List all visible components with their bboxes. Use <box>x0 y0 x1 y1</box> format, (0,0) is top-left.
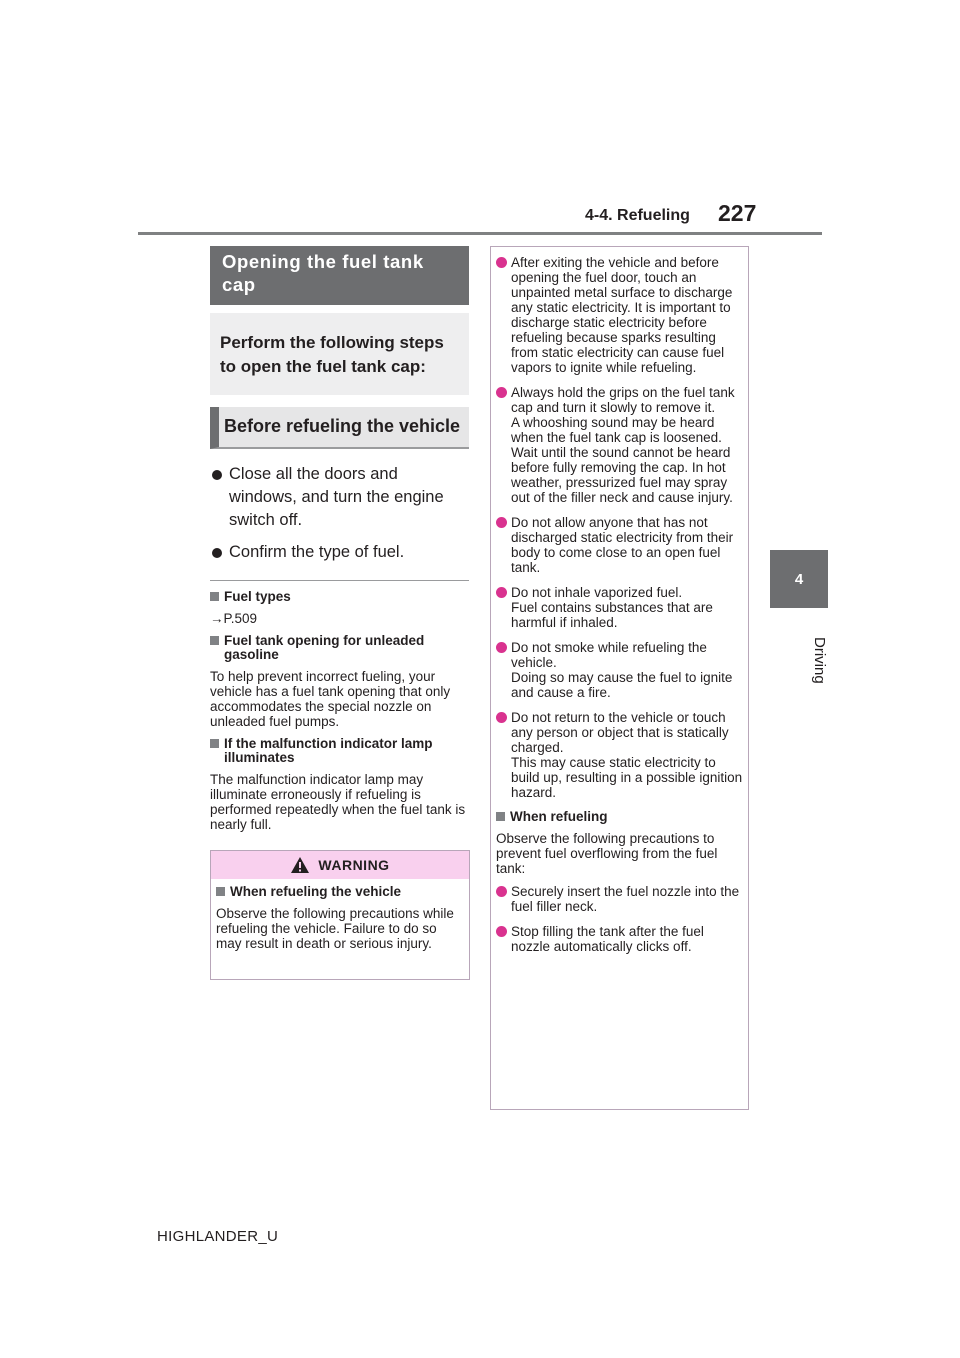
warning-triangle-icon <box>290 856 310 874</box>
warning-box <box>210 850 470 980</box>
bullet-icon <box>496 257 507 268</box>
bullet-icon <box>496 587 507 598</box>
left-column <box>210 246 469 840</box>
chapter-tab: 4 <box>770 550 828 608</box>
precaution-item: Stop filling the tank after the fuel nozzle automatically clicks off. <box>496 924 743 954</box>
bullet-icon <box>496 517 507 528</box>
precaution-item: After exiting the vehicle and before opening the fuel door, touch an unpainted metal surface to discharge any static electricity. It is important to discharge static electricity before refueling because sparks resulting from static electricity can cause fuel vapors to ignite while refueling. <box>496 255 743 375</box>
square-bullet-icon <box>210 592 219 601</box>
square-bullet-icon <box>210 636 219 645</box>
header-divider <box>138 232 822 235</box>
warning-title: When refueling the vehicle <box>230 884 402 899</box>
precaution-item: Securely insert the fuel nozzle into the fuel filler neck. <box>496 884 743 914</box>
step-item: Confirm the type of fuel. <box>212 541 469 564</box>
warning-label: WARNING <box>318 857 390 873</box>
subsection-when-refueling: When refueling Observe the following precautions to prevent fuel overflowing from the fuel tank: <box>496 809 718 876</box>
precaution-item: Do not inhale vaporized fuel. Fuel contains substances that are harmful if inhaled. <box>496 585 743 630</box>
notes-divider <box>210 580 469 581</box>
square-bullet-icon <box>496 812 505 821</box>
bullet-icon <box>212 548 222 558</box>
step-list <box>210 463 469 564</box>
note-fuel-types: Fuel types →P.509 <box>210 590 469 626</box>
section-title: 4-4. Refueling <box>585 207 690 224</box>
precaution-item: Do not allow anyone that has not discharged static electricity from their body to come close to an open fuel tank. <box>496 515 743 575</box>
chapter-label-text: Driving <box>811 636 828 684</box>
sub-heading: Before refueling the vehicle <box>210 407 469 449</box>
precaution-item: Do not smoke while refueling the vehicle. Doing so may cause the fuel to ignite and cause a fire. <box>496 640 743 700</box>
warning-text: Observe the following precautions while refueling the vehicle. Failure to do so may result in death or serious injury. <box>216 906 454 951</box>
bullet-icon <box>496 387 507 398</box>
page-reference-link[interactable]: →P.509 <box>210 611 258 626</box>
main-heading: Opening the fuel tank cap <box>210 246 469 305</box>
square-bullet-icon <box>210 739 219 748</box>
precaution-item: Do not return to the vehicle or touch any person or object that is statically charged. This may cause static electricity to build up, resulting in a possible ignition hazard. <box>496 710 743 800</box>
footer-model: HIGHLANDER_U <box>157 1228 279 1245</box>
note-malfunction-lamp: If the malfunction indicator lamp illuminates The malfunction indicator lamp may illuminate erroneously if refueling is performed repeatedly when the fuel tank is nearly full. <box>210 736 466 832</box>
bullet-icon <box>496 712 507 723</box>
bullet-icon <box>212 470 222 480</box>
square-bullet-icon <box>216 887 225 896</box>
warning-header <box>211 851 469 879</box>
chapter-label <box>770 620 828 700</box>
bullet-icon <box>496 886 507 897</box>
bullet-icon <box>496 642 507 653</box>
page-number: 227 <box>718 200 757 226</box>
bullet-icon <box>496 926 507 937</box>
warning-continued-box <box>490 246 749 1110</box>
note-unleaded-opening: Fuel tank opening for unleaded gasoline To help prevent incorrect fueling, your vehicle has a fuel tank opening that only accommodates the special nozzle on unleaded fuel pumps. <box>210 633 451 729</box>
step-item: Close all the doors and windows, and turn the engine switch off. <box>212 463 469 532</box>
intro-box: Perform the following steps to open the fuel tank cap: <box>210 313 469 395</box>
precaution-item: Always hold the grips on the fuel tank cap and turn it slowly to remove it. A whooshing sound may be heard when the fuel tank cap is loosened. Wait until the sound cannot be heard before fully removing the cap. In hot weather, pressurized fuel may spray out of the filler neck and cause injury. <box>496 385 743 505</box>
